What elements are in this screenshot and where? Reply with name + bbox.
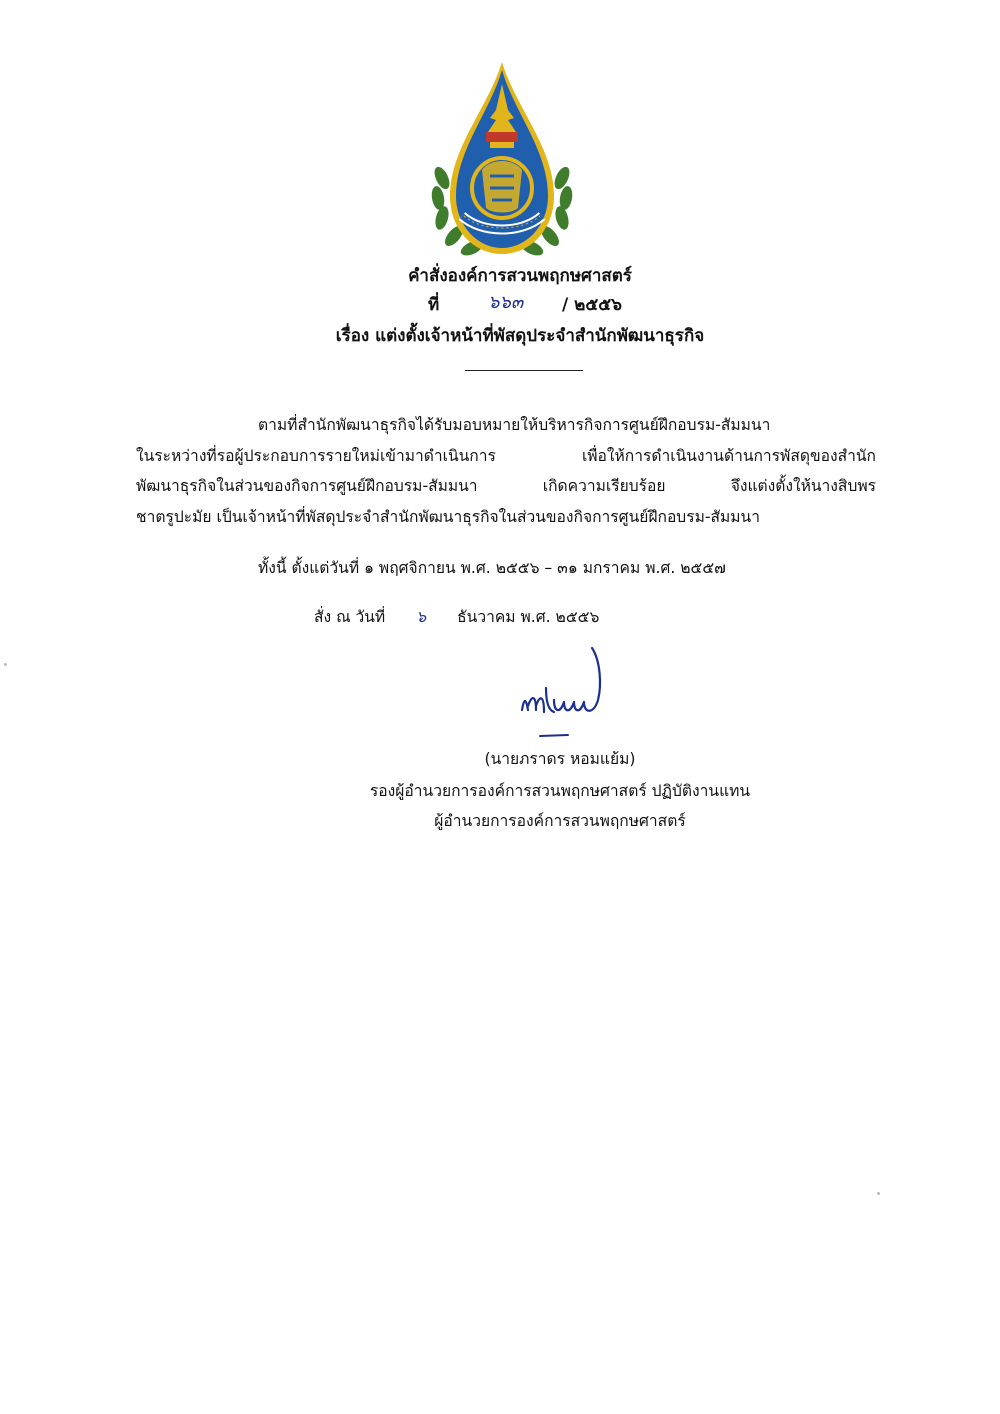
scan-speck <box>877 1192 880 1195</box>
title-divider <box>465 370 583 371</box>
signer-position-2: ผู้อำนวยการองค์การสวนพฤกษศาสตร์ <box>434 812 686 830</box>
organization-emblem <box>428 58 576 263</box>
body-line: พัฒนาธุรกิจในส่วนของกิจการศูนย์ฝึกอบรม-สัมมนา เกิดความเรียบร้อย จึงแต่งตั้งให้นางสิบพร <box>136 477 876 495</box>
order-number-year: / ๒๕๕๖ <box>562 295 622 315</box>
body-line: ในระหว่างที่รอผู้ประกอบการรายใหม่เข้ามาดำเนินการ เพื่อให้การดำเนินงานด้านการพัสดุของสำนัก <box>136 446 876 465</box>
order-subject: เรื่อง แต่งตั้งเจ้าหน้าที่พัสดุประจำสำนักพัฒนาธุรกิจ <box>335 326 705 346</box>
order-date-suffix: ธันวาคม พ.ศ. ๒๕๕๖ <box>457 608 600 626</box>
order-date-day-handwritten: ๖ <box>416 608 427 626</box>
signer-position-1: รองผู้อำนวยการองค์การสวนพฤกษศาสตร์ ปฏิบัติงานแทน <box>369 782 751 800</box>
order-number-handwritten: ๖๖๓ <box>488 292 524 313</box>
body-line: ตามที่สำนักพัฒนาธุรกิจได้รับมอบหมายให้บริหารกิจการศูนย์ฝึกอบรม-สัมมนา <box>258 416 771 434</box>
signer-name: (นายภราดร หอมแย้ม) <box>484 750 636 768</box>
order-date-prefix: สั่ง ณ วันที่ <box>314 608 386 626</box>
body-line: ชาตรูปะมัย เป็นเจ้าหน้าที่พัสดุประจำสำนักพัฒนาธุรกิจในส่วนของกิจการศูนย์ฝึกอบรม-สัมมนา <box>136 507 760 526</box>
effective-period: ทั้งนี้ ตั้งแต่วันที่ ๑ พฤศจิกายน พ.ศ. ๒๕๕๖ – ๓๑ มกราคม พ.ศ. ๒๕๕๗ <box>258 559 726 577</box>
order-date <box>314 604 599 629</box>
order-number-label: ที่ <box>428 295 440 315</box>
order-title: คำสั่งองค์การสวนพฤกษศาสตร์ <box>408 266 632 286</box>
scan-speck <box>4 663 7 666</box>
handwritten-signature <box>510 640 630 740</box>
body-paragraph <box>136 410 876 532</box>
